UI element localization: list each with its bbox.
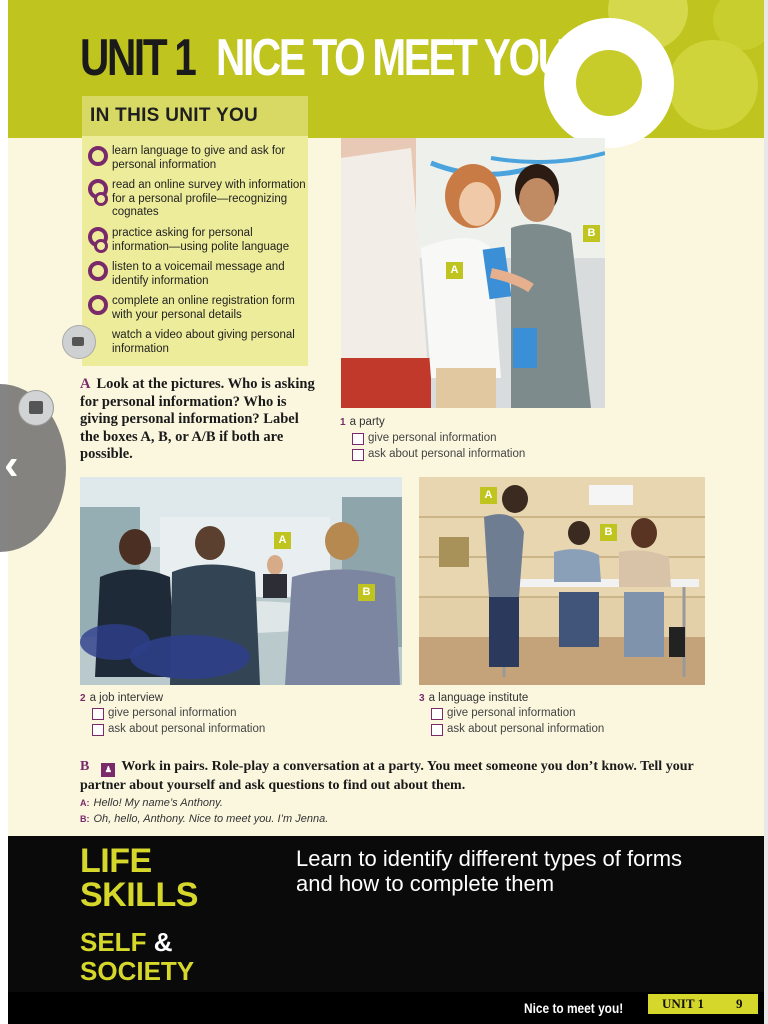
exercise-b-text: Work in pairs. Role-play a conversation at a party. You meet someone you don’t know. Tell your partner about yourself and ask questions to find out about them. [80,759,694,793]
objective-item: learn language to give and ask for personal information [112,145,286,171]
label-box-b[interactable]: B [600,524,617,541]
checkbox-give-info[interactable]: give personal information [352,432,497,444]
unit-objectives-header [82,96,308,136]
gear-bullet-icon [88,261,108,281]
unit-number: UNIT 1 [80,29,195,87]
life-skills-heading [80,844,198,912]
unit-objectives-title: IN THIS UNIT YOU [90,105,259,126]
dialog-speaker: B: [80,814,90,824]
exercise-b [80,758,740,795]
picture-caption-text: a job interview [89,692,164,704]
page-edge [764,0,768,1024]
gear-bullet-icon [88,146,108,166]
page-footer-unit-tab [648,994,758,1014]
unit-title: NICE TO MEET YOU! [216,29,576,87]
job-interview-illustration [80,477,402,685]
checkbox-ask-info[interactable]: ask about personal information [92,723,265,735]
exercise-a-prompt [80,376,320,464]
picture-caption [419,692,528,704]
ampersand: & [153,927,173,957]
media-icon[interactable] [18,390,54,426]
picture-number: 1 [340,417,346,428]
job-interview-photo [80,477,402,685]
label-box-b[interactable]: B [358,584,375,601]
checkbox-ask-info[interactable]: ask about personal information [352,448,525,460]
checkbox-ask-info[interactable]: ask about personal information [431,723,604,735]
gear-decoration-icon [668,40,758,130]
life-line: LIFE [80,842,152,880]
objective-item: practice asking for personal information—using polite language [112,227,290,253]
language-institute-illustration [419,477,705,685]
picture-caption-text: a language institute [428,692,529,704]
skills-line: SKILLS [80,876,198,914]
unit-objectives-box [82,96,308,366]
picture-caption [340,416,385,428]
dialog-line [80,797,223,809]
gear-bullet-icon [88,295,108,315]
society-line: SOCIETY [80,956,195,986]
dialog-speaker: A: [80,798,90,808]
label-box-a[interactable]: A [480,487,497,504]
textbook-page [8,0,764,1024]
picture-number: 3 [419,693,425,704]
party-photo [341,138,605,408]
objective-item: read an online survey with information for a personal profile—recognizing cognates [112,179,306,218]
life-skills-description: Learn to identify different types of forms and how to complete them [296,846,683,896]
exercise-a-text: Look at the pictures. Who is asking for personal information? Who is giving personal information? Label the boxes A, B, or A/B if both are possible. [80,376,315,462]
dialog-line [80,813,328,825]
chevron-left-icon[interactable]: ‹ [4,440,19,489]
picture-caption-text: a party [349,416,385,428]
double-gear-bullet-icon [94,192,108,206]
objective-item: watch a video about giving personal information [112,329,295,355]
pair-work-icon: ♟ [101,763,115,777]
self-line: SELF [80,927,147,957]
objective-item: complete an online registration form with your personal details [112,295,295,321]
page-footer-unit: UNIT 1 [662,996,705,1011]
dialog-text: Oh, hello, Anthony. Nice to meet you. I’m Jenna. [93,813,329,825]
exercise-letter: B [80,759,90,774]
checkbox-give-info[interactable]: give personal information [92,707,237,719]
label-box-b[interactable]: B [583,225,600,242]
page-footer-title: Nice to meet you! [524,1000,624,1016]
double-gear-bullet-icon [94,239,108,253]
checkbox-give-info[interactable]: give personal information [431,707,576,719]
dialog-text: Hello! My name’s Anthony. [93,797,223,809]
picture-caption [80,692,163,704]
label-box-a[interactable]: A [274,532,291,549]
self-society-heading [80,928,194,986]
picture-number: 2 [80,693,86,704]
page-number: 9 [736,996,743,1011]
label-box-a[interactable]: A [446,262,463,279]
exercise-letter: A [80,376,91,392]
video-camera-icon[interactable] [62,325,96,359]
party-photo-illustration [341,138,605,408]
objective-item: listen to a voicemail message and identify information [112,261,285,287]
language-institute-photo [419,477,705,685]
